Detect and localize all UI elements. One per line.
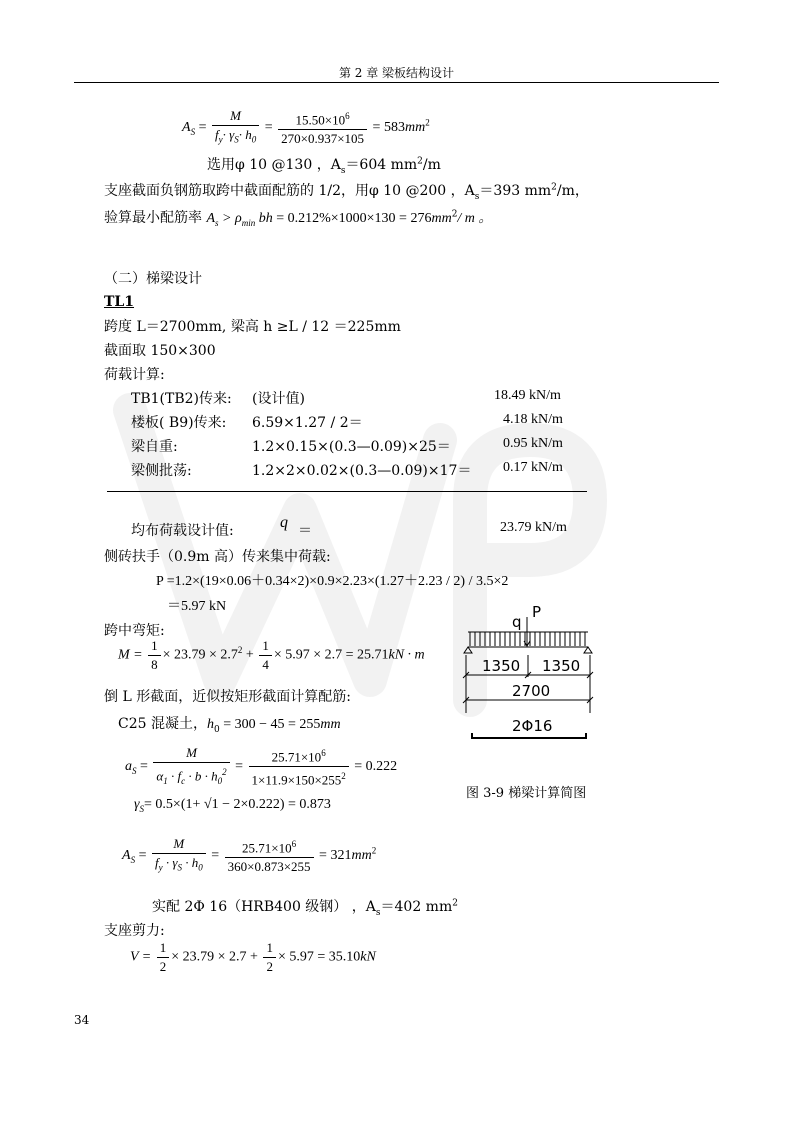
load-expr: (设计值) <box>252 391 305 407</box>
running-header: 第 2 章 梁板结构设计 <box>338 66 455 80</box>
uniform-load-value: 23.79 kN/m <box>500 520 567 535</box>
load-expr: 1.2×0.15×(0.3—0.09)×25＝ <box>252 439 451 455</box>
concrete-line: C25 混凝土，$h_0 = 300 - 45 = 255mm$ <box>118 716 341 735</box>
load-heading: 荷载计算: <box>104 367 165 383</box>
load-expr: 6.59×1.27 / 2＝ <box>252 415 363 431</box>
actual-reinforcement-line: 实配 2Φ 16（HRB400 级钢） ，$A_s=402$ $mm^2$ <box>152 898 458 918</box>
alpha-s-formula: $a_S$ = $\frac{M}{\alpha_1 \cdot f_c \cdot b \cdot h_0^2}$ = $\frac{25.71\times 10^6}{1\times 11.9\times 150\times 255^2}$ = 0.222 <box>125 745 398 788</box>
load-value: 0.17 kN/m <box>503 460 563 475</box>
gamma-s-formula: $\gamma_S= 0.5\times(1+ √1 - 2\times 0.222) = 0.873$ <box>134 797 331 814</box>
load-value: 0.95 kN/m <box>503 436 563 451</box>
dim-left: 1350 <box>482 657 521 675</box>
table-divider <box>107 491 587 492</box>
select-reinforcement-line: 选用φ 10 @130 ，$A_s=604$ $mm^2/m$ <box>207 156 441 176</box>
beam-name: TL1 <box>104 294 135 310</box>
uniform-load-label: 均布荷载设计值: <box>131 523 234 539</box>
rebar-label: 2Φ16 <box>512 717 553 735</box>
dim-right: 1350 <box>542 657 581 675</box>
min-ratio-check-line: 验算最小配筋率 $A_s > \rho_{min}$ bh = $0.212\%\times 1000\times 130 = 276mm^2/$ m 。 <box>104 209 493 228</box>
p-result: ＝5.97 kN <box>167 599 227 614</box>
moment-heading: 跨中弯矩: <box>104 623 165 639</box>
l-section-line: 倒 L 形截面，近似按矩形截面计算配筋: <box>104 689 351 705</box>
uniform-load-equals: ＝ <box>298 523 312 539</box>
load-label: 楼板( B9)传来: <box>131 415 227 431</box>
section-heading: （二）梯梁设计 <box>104 271 202 287</box>
load-label: 梁侧批荡: <box>131 463 192 479</box>
load-label: 梁自重: <box>131 439 178 455</box>
span-line: 跨度 L＝2700mm, 梁高 h ≥L / 12 ＝225mm <box>104 319 401 335</box>
page-number: 34 <box>74 1013 90 1027</box>
moment-formula: M = $\frac{1}{8}$ × $23.79 \times 2.7^2$ + $\frac{1}{4}$ × 5.97 × 2.7 = 25.71kN · m <box>118 638 425 672</box>
figure-caption: 图 3-9 梯梁计算简图 <box>466 786 587 801</box>
load-expr: 1.2×2×0.02×(0.3—0.09)×17＝ <box>252 463 472 479</box>
beam-diagram <box>460 605 600 745</box>
shear-formula: V = $\frac{1}{2}$ × 23.79 × 2.7 + $\frac{1}{2}$ × 5.97 = 35.10kN <box>130 940 376 974</box>
uniform-load-symbol: q <box>280 514 288 531</box>
as-formula-2: $A_S$ = $\frac{M}{f_y \cdot \gamma_S \cdot h_0}$ = $\frac{25.71\times 10^6}{360\times 0.873\times 255}$ = $321mm^2$ <box>122 836 377 875</box>
load-value: 4.18 kN/m <box>503 412 563 427</box>
header-rule <box>74 82 719 83</box>
shear-heading: 支座剪力: <box>104 923 165 939</box>
support-reinforcement-line: 支座截面负钢筋取跨中截面配筋的 1/2，用φ 10 @200 ，$A_s=393$ $mm^2/m$， <box>104 182 589 202</box>
dim-total: 2700 <box>512 682 551 700</box>
load-label: TB1(TB2)传来: <box>131 391 232 407</box>
label-p: P <box>532 605 542 621</box>
p-formula: P =1.2×(19×0.06＋0.34×2)×0.9×2.23×(1.27＋2.23 / 2) / 3.5×2 <box>156 574 509 589</box>
load-value: 18.49 kN/m <box>494 388 561 403</box>
section-size-line: 截面取 150×300 <box>104 343 216 359</box>
rail-load-line: 侧砖扶手（0.9m 高）传来集中荷载: <box>104 549 331 565</box>
label-q: q <box>512 613 522 631</box>
as-formula-1: $A_S$ = $\frac{M}{f_y\cdot \gamma_S\cdot h_0}$ = $\frac{15.50\times 10^6}{270\times 0.937\times 105}$ = $583mm^2$ <box>182 108 430 147</box>
